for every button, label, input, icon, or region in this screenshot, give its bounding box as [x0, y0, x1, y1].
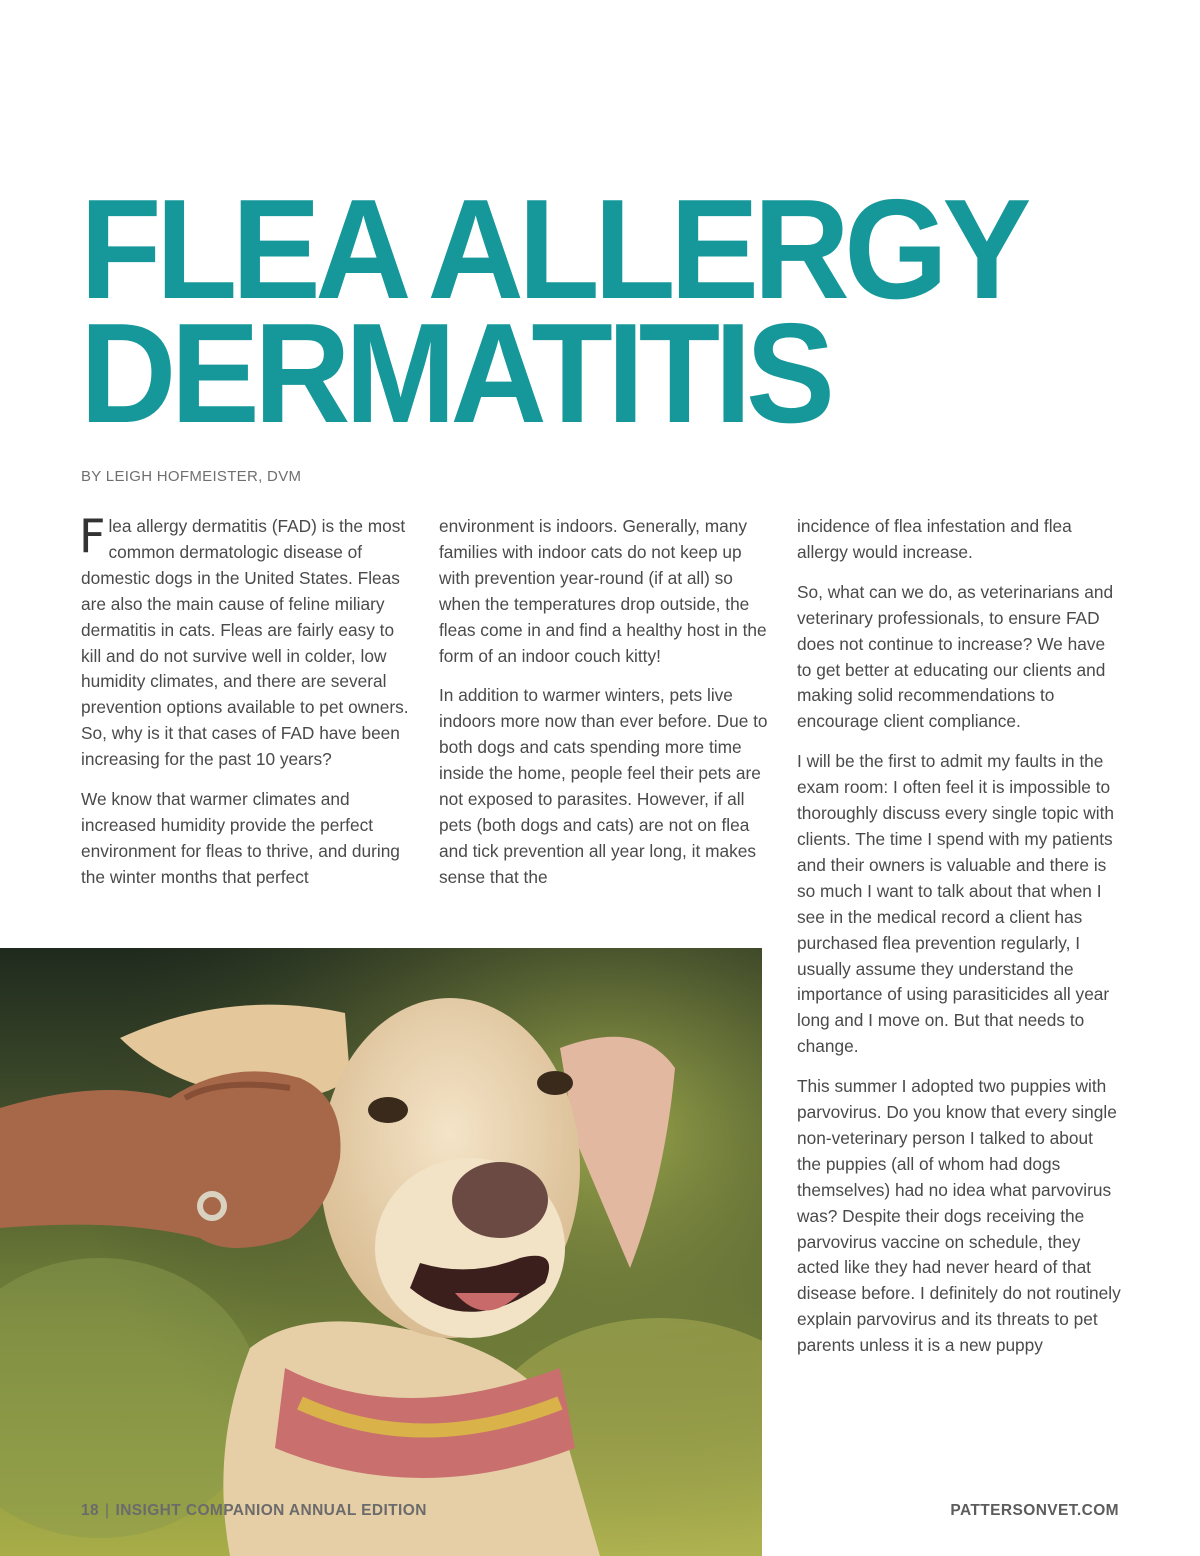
paragraph: environment is indoors. Generally, many families with indoor cats do not keep up with prevention year-round (if at all) so when the temperatures drop outside, the fleas come in and find a healthy host in the form of an indoor couch kitty!	[439, 516, 767, 666]
title-line-1: FLEA ALLERGY	[80, 170, 1026, 329]
publication-name: INSIGHT COMPANION ANNUAL EDITION	[115, 1502, 427, 1519]
dog-photo	[0, 948, 762, 1556]
byline: BY LEIGH HOFMEISTER, DVM	[81, 468, 302, 485]
footer-publication	[81, 1502, 427, 1520]
dog-illustration	[0, 948, 762, 1556]
paragraph: In addition to warmer winters, pets live indoors more now than ever before. Due to both dogs and cats spending more time inside the home, people feel their pets are not exposed to parasites. However, if all pets (both dogs and cats) are not on flea and tick prevention all year long, it makes sense that the	[439, 685, 768, 887]
drop-cap: F	[79, 509, 106, 563]
paragraph: So, what can we do, as veterinarians and veterinary professionals, to ensure FAD does not continue to increase? We have to get better at educating our clients and making solid recommendations to encourage client compliance.	[797, 581, 1114, 732]
footer-website: PATTERSONVET.COM	[950, 1502, 1119, 1519]
text-column-1	[79, 509, 413, 905]
text-column-2	[439, 514, 771, 905]
footer-separator: |	[105, 1502, 110, 1519]
article-title	[80, 170, 1026, 453]
paragraph: We know that warmer climates and increased humidity provide the perfect environment for fleas to thrive, and during the winter months that perfect	[81, 789, 400, 887]
text-column-3	[797, 514, 1121, 1373]
paragraph: incidence of flea infestation and flea allergy would increase.	[797, 516, 1072, 562]
paragraph: This summer I adopted two puppies with parvovirus. Do you know that every single non-veterinary person I talked to about the puppies (all of whom had dogs themselves) had no idea what parvovirus was? Despite their dogs receiving the parvovirus vaccine on schedule, they acted like they had never heard of that disease before. I definitely do not routinely explain parvovirus and its threats to pet parents unless it is a new puppy	[797, 1076, 1121, 1356]
paragraph: I will be the first to admit my faults in the exam room: I often feel it is impossible to thoroughly discuss every single topic with clients. The time I spend with my patients and their owners is valuable and there is so much I want to talk about that when I see in the medical record a client has purchased flea prevention regularly, I usually assume they understand the importance of using parasiticides all year long and I move on. But that needs to change.	[797, 751, 1114, 1057]
paragraph-text: lea allergy dermatitis (FAD) is the most common dermatologic disease of domestic dogs in the United States. Fleas are also the main cause of feline miliary dermatitis in cats. Fleas are fairly easy to kill and do not survive well in colder, low humidity climates, and there are several prevention options available to pet owners. So, why is it that cases of FAD have been increasing for the past 10 years?	[81, 516, 409, 770]
paragraph	[79, 509, 413, 773]
title-line-2: DERMATITIS	[80, 294, 830, 453]
page-number: 18	[81, 1502, 100, 1519]
